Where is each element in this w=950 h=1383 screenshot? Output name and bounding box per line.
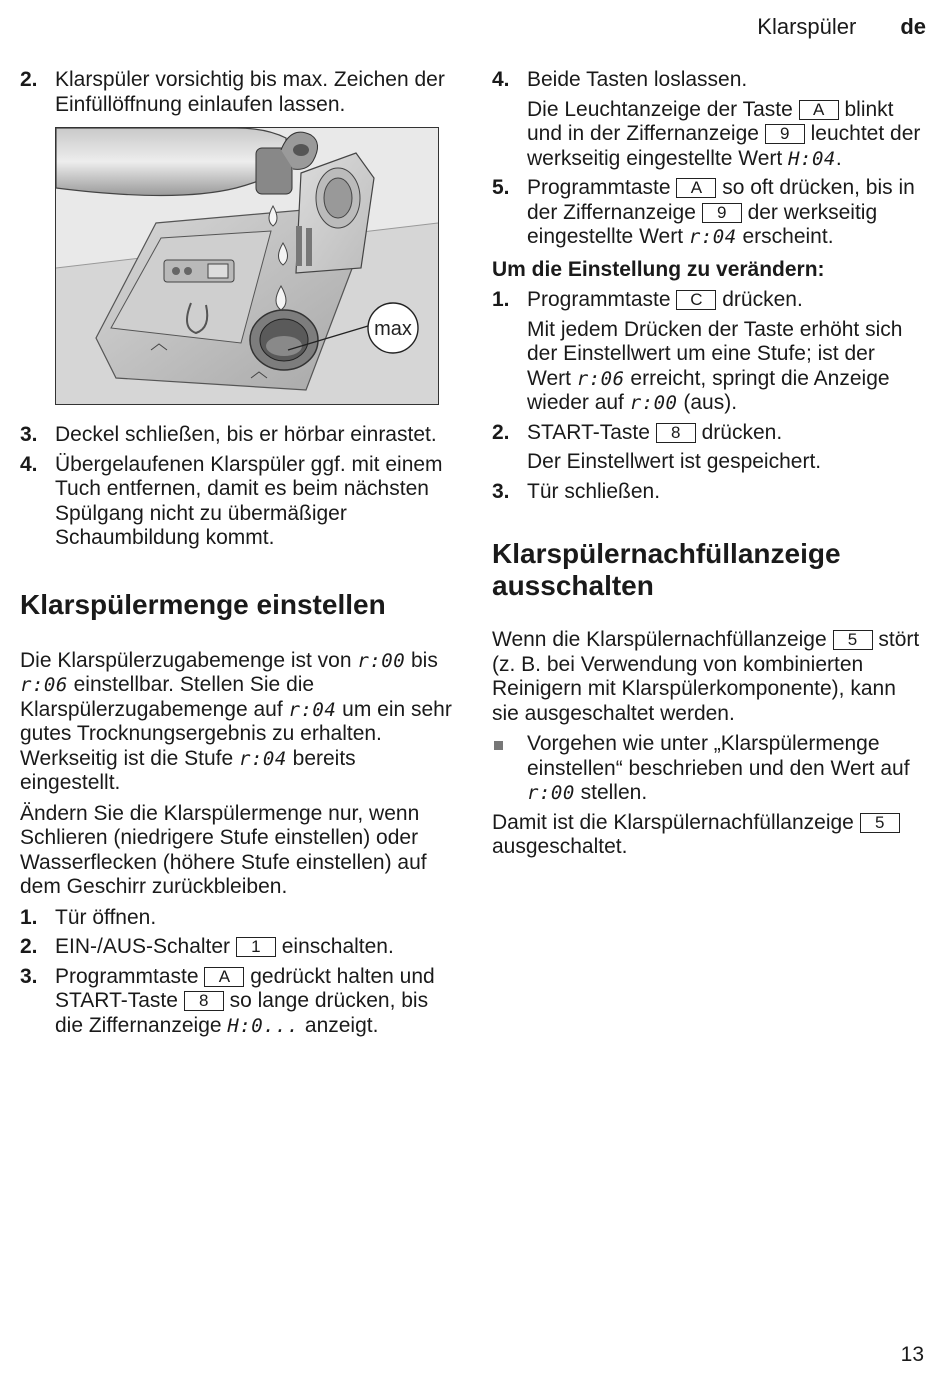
key-symbol: 9 xyxy=(702,203,742,223)
setting-step-3 xyxy=(20,965,455,1039)
step-number: 2. xyxy=(492,420,510,444)
step-text: Beide Tasten loslassen. xyxy=(527,68,748,91)
step-number: 3. xyxy=(20,964,38,988)
step-4-detail: Die Leuchtanzeige der Taste A blinkt und in der Ziffernanzeige 9 leuchtet der werkseitig eingestellte Wert H:04. xyxy=(527,97,921,170)
step-text: START-Taste 8 drücken. xyxy=(527,420,783,444)
step-text: Klarspüler vorsichtig bis max. Zeichen der Einfüllöffnung einlaufen lassen. xyxy=(55,68,445,116)
key-symbol: 1 xyxy=(236,937,276,957)
intro-paragraph: Wenn die Klarspülernachfüllanzeige 5 stört (z. B. bei Verwendung von kombinierten Reinigern mit Klarspülerkomponente), kann sie ausgeschaltet werden. xyxy=(492,628,920,725)
section-heading: Klarspülermenge einstellen xyxy=(20,588,386,620)
change-step-3 xyxy=(492,480,924,505)
setting-step-1 xyxy=(20,906,455,931)
intro-paragraph: Die Klarspülerzugabemenge ist von r:00 bis r:06 einstellbar. Stellen Sie die Klarspülerzugabemenge auf r:04 um ein sehr gutes Trocknungsergebnis zu erhalten. Werkseitig ist die Stufe r:04 bereits eingestellt. xyxy=(20,648,452,794)
step-2-fill xyxy=(20,68,455,117)
step-text: Programmtaste A gedrückt halten und START-Taste 8 so lange drücken, bis die Ziffernanzeige H:0... anzeigt. xyxy=(55,964,435,1037)
display-value: r:04 xyxy=(239,747,287,770)
step-number: 1. xyxy=(492,288,510,311)
language-code: de xyxy=(900,14,926,39)
change-step-2 xyxy=(492,421,924,446)
change-step-1-detail: Mit jedem Drücken der Taste erhöht sich der Einstellwert um eine Stufe; ist der Wert r:06 erreicht, springt die Anzeige wieder auf r:00 (aus). xyxy=(527,317,903,414)
step-text: EIN-/AUS-Schalter 1 einschalten. xyxy=(55,935,394,958)
key-symbol: A xyxy=(676,178,716,198)
closing-paragraph: Damit ist die Klarspülernachfüllanzeige 5 ausgeschaltet. xyxy=(492,811,924,860)
step-4-release xyxy=(492,68,924,93)
section-heading: Klarspülernachfüllanzeige ausschalten xyxy=(492,538,841,601)
key-symbol: 5 xyxy=(860,813,900,833)
page-header xyxy=(757,14,926,40)
step-text: Übergelaufenen Klarspüler ggf. mit einem Tuch entfernen, damit es beim nächsten Spülgang nicht zu übermäßiger Schaumbildung kommt. xyxy=(55,452,443,549)
step-number: 3. xyxy=(20,423,38,446)
change-step-2-detail: Der Einstellwert ist gespeichert. xyxy=(527,450,822,473)
key-symbol: C xyxy=(676,290,716,310)
display-value: H:04 xyxy=(788,147,836,170)
step-number: 5. xyxy=(492,176,510,199)
display-value: r:00 xyxy=(629,392,678,414)
display-value: r:04 xyxy=(688,226,737,248)
display-value: r:04 xyxy=(288,698,337,721)
step-number: 3. xyxy=(492,479,510,503)
page-number: 13 xyxy=(900,1343,924,1366)
bullet-marker xyxy=(492,732,527,806)
key-symbol: 8 xyxy=(656,423,696,443)
key-symbol: 5 xyxy=(833,630,873,650)
step-number: 4. xyxy=(492,68,510,91)
right-column xyxy=(492,68,924,866)
change-step-1 xyxy=(492,288,924,313)
display-value: r:06 xyxy=(20,674,68,696)
display-value: r:06 xyxy=(576,367,625,390)
step-text: Tür schließen. xyxy=(527,479,661,503)
left-column xyxy=(20,68,455,1043)
setting-step-2 xyxy=(20,935,455,960)
max-label: max xyxy=(374,318,412,340)
step-text: Programmtaste C drücken. xyxy=(527,288,803,311)
step-4-wipe xyxy=(20,453,455,551)
step-number: 1. xyxy=(20,905,38,929)
step-3-close-lid xyxy=(20,423,455,448)
key-symbol: 8 xyxy=(184,991,224,1011)
key-symbol: 9 xyxy=(765,124,805,144)
bullet-item xyxy=(492,732,924,806)
subheading: Um die Einstellung zu verändern: xyxy=(492,257,825,281)
step-text: Programmtaste A so oft drücken, bis in der Ziffernanzeige 9 der werkseitig eingestellte Wert r:04 erscheint. xyxy=(527,176,915,248)
step-text: Tür öffnen. xyxy=(55,905,157,929)
display-value: r:00 xyxy=(527,782,575,804)
advice-paragraph: Ändern Sie die Klarspülermenge nur, wenn Schlieren (niedrigere Stufe einstellen) oder Wasserflecken (höhere Stufe einstellen) auf dem Geschirr zurückbleiben. xyxy=(20,801,427,898)
step-5-program-key xyxy=(492,176,924,250)
bullet-text: Vorgehen wie unter „Klarspülermenge einstellen“ beschrieben und den Wert auf r:00 stellen. xyxy=(527,732,910,804)
section-title: Klarspüler xyxy=(757,14,857,39)
step-number: 2. xyxy=(20,935,38,958)
step-text: Deckel schließen, bis er hörbar einrastet. xyxy=(55,423,437,446)
dispenser-drawing xyxy=(56,128,438,404)
rinse-aid-illustration xyxy=(55,127,439,405)
step-number: 4. xyxy=(20,452,38,476)
display-value: r:00 xyxy=(357,649,406,672)
key-symbol: A xyxy=(204,967,244,987)
key-symbol: A xyxy=(799,100,839,120)
step-number: 2. xyxy=(20,68,38,91)
display-value: H:0... xyxy=(227,1014,300,1037)
